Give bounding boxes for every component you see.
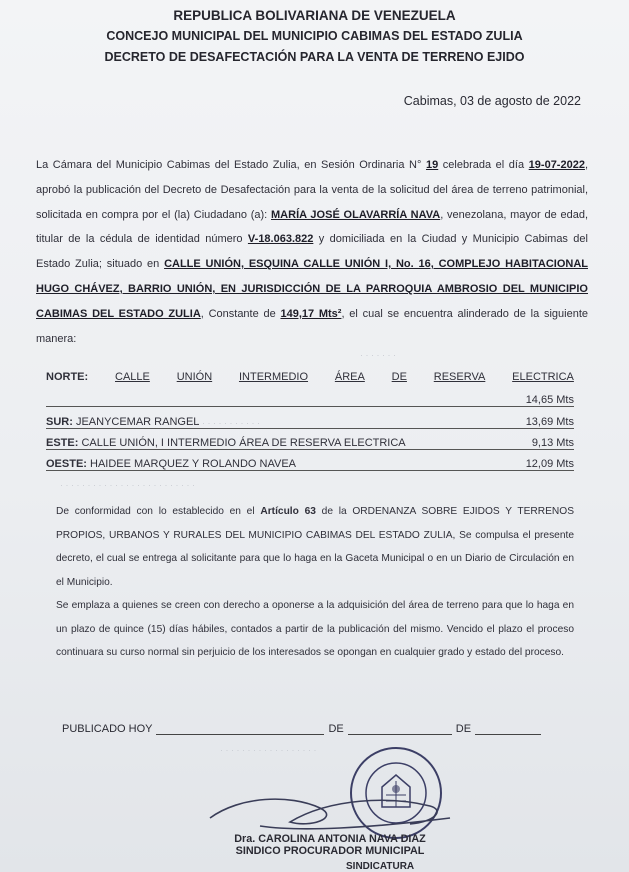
published-blank-1: [156, 722, 324, 735]
published-label: PUBLICADO HOY: [62, 723, 153, 735]
handwritten-signature-icon: [200, 788, 460, 836]
article-ref: Artículo 63: [260, 506, 316, 517]
header-republic: REPUBLICA BOLIVARIANA DE VENEZUELA: [173, 8, 456, 23]
ordinance-name: ORDENANZA SOBRE EJIDOS Y TERRENOS PROPIOS, URBANOS Y RURALES DEL MUNICIPIO CABIMAS DEL ESTADO ZULIA: [56, 506, 574, 541]
main-paragraph: La Cámara del Municipio Cabimas del Estado Zulia, en Sesión Ordinaria N° 19 celebrada el día 19-07-2022, aprobó la publicación del Decreto de Desafectación para la venta de la solicitud del área de terreno patrimonial, solicitada en compra por el (la) Ciudadano (a): MARÍA JOSÉ OLAVARRÍA NAVA, venezolana, mayor de edad, titular de la cédula de identidad número V-18.063.822 y domiciliada en la Ciudad y Municipio Cabimas del Estado Zulia; situado en CALLE UNIÓN, ESQUINA CALLE UNIÓN I, No. 16, COMPLEJO HABITACIONAL HUGO CHÁVEZ, BARRIO UNIÓN, EN JURISDICCIÓN DE LA PARROQUIA AMBROSIO DEL MUNICIPIO CABIMAS DEL ESTADO ZULIA, Constante de 149,17 Mts², el cual se encuentra alinderado de la siguiente manera:: [36, 159, 589, 345]
lindero-norte-length-row: [46, 394, 574, 407]
norte-length: 14,65 Mts: [525, 394, 574, 406]
published-line: [62, 722, 541, 735]
este-label: ESTE:: [46, 437, 79, 449]
lindero-este-row: [46, 437, 574, 450]
property-location: CALLE UNIÓN, ESQUINA CALLE UNIÓN I, No. 16, COMPLEJO HABITACIONAL HUGO CHÁVEZ, BARRIO UNIÓN, EN JURISDICCIÓN DE LA PARROQUIA AMBROSIO DEL MUNICIPIO CABIMAS DEL ESTADO ZULIA: [36, 258, 588, 320]
property-area: 149,17 Mts²: [280, 307, 342, 320]
sur-text: JEANYCEMAR RANGEL: [72, 416, 200, 428]
session-number: 19: [425, 159, 439, 171]
lindero-sur-row: [46, 416, 574, 429]
sur-length: 13,69 Mts: [525, 416, 574, 428]
norte-label: NORTE:: [46, 371, 89, 383]
published-de-2: DE: [455, 723, 472, 735]
document-date: Cabimas, 03 de agosto de 2022: [403, 94, 581, 108]
id-number: V-18.063.822: [247, 233, 314, 246]
sur-label: SUR:: [46, 416, 73, 428]
este-text: CALLE UNIÓN, I INTERMEDIO ÁREA DE RESERVA ELECTRICA: [78, 437, 406, 449]
opposition-paragraph: Se emplaza a quienes se creen con derecho a oponerse a la adquisición del área de terreno para que lo haga en un plazo de quince (15) días hábiles, contados a partir de la publicación del mismo. Vencido el plazo el proceso continuara su curso normal sin perjuicio de los interesados se opongan en cualquier grado y estado del proceso.: [56, 600, 574, 658]
header-decree-title: DECRETO DE DESAFECTACIÓN PARA LA VENTA DE TERRENO EJIDO: [104, 50, 525, 64]
oeste-length: 12,09 Mts: [525, 458, 574, 470]
bleed-through-text: · · · · · · · · · · · · · · ·: [180, 418, 260, 428]
published-blank-3: [475, 722, 541, 735]
bleed-through-text: · · · · · · ·: [360, 350, 396, 360]
signatory-name: Dra. CAROLINA ANTONIA NAVA DIAZ: [234, 833, 426, 845]
bleed-through-text: · · · · · · · · · · · · · · · · · · · · · · · · ·: [60, 480, 195, 490]
lindero-oeste-row: [46, 458, 574, 471]
conformity-paragraph: De conformidad con lo establecido en el Artículo 63 de la ORDENANZA SOBRE EJIDOS Y TERRENOS PROPIOS, URBANOS Y RURALES DEL MUNICIPIO CABIMAS DEL ESTADO ZULIA, Se compulsa el presente decreto, el cual se entrega al solicitante para que lo haga en la Gaceta Municipal o en un Diario de Circulación en el Municipio.: [56, 506, 574, 588]
lindero-norte-row: NORTE: CALLE UNIÓN INTERMEDIO ÁREA DE RESERVA ELECTRICA: [46, 371, 574, 383]
stamp-label: SINDICATURA: [346, 861, 415, 872]
session-date: 19-07-2022: [528, 159, 585, 171]
citizen-name: MARÍA JOSÉ OLAVARRÍA NAVA: [271, 208, 441, 221]
este-length: 9,13 Mts: [531, 437, 574, 449]
oeste-text: HAIDEE MARQUEZ Y ROLANDO NAVEA: [86, 458, 297, 470]
published-de-1: DE: [328, 723, 344, 735]
bleed-through-text: · · · · · · · · · · · · · · · · · ·: [220, 745, 317, 755]
header-council: CONCEJO MUNICIPAL DEL MUNICIPIO CABIMAS DEL ESTADO ZULIA: [106, 29, 523, 43]
published-blank-2: [348, 722, 452, 735]
signatory-title: SINDICO PROCURADOR MUNICIPAL: [235, 845, 425, 857]
signatory-block: [210, 833, 450, 857]
conformity-section: [56, 500, 574, 665]
oeste-label: OESTE:: [46, 458, 87, 470]
